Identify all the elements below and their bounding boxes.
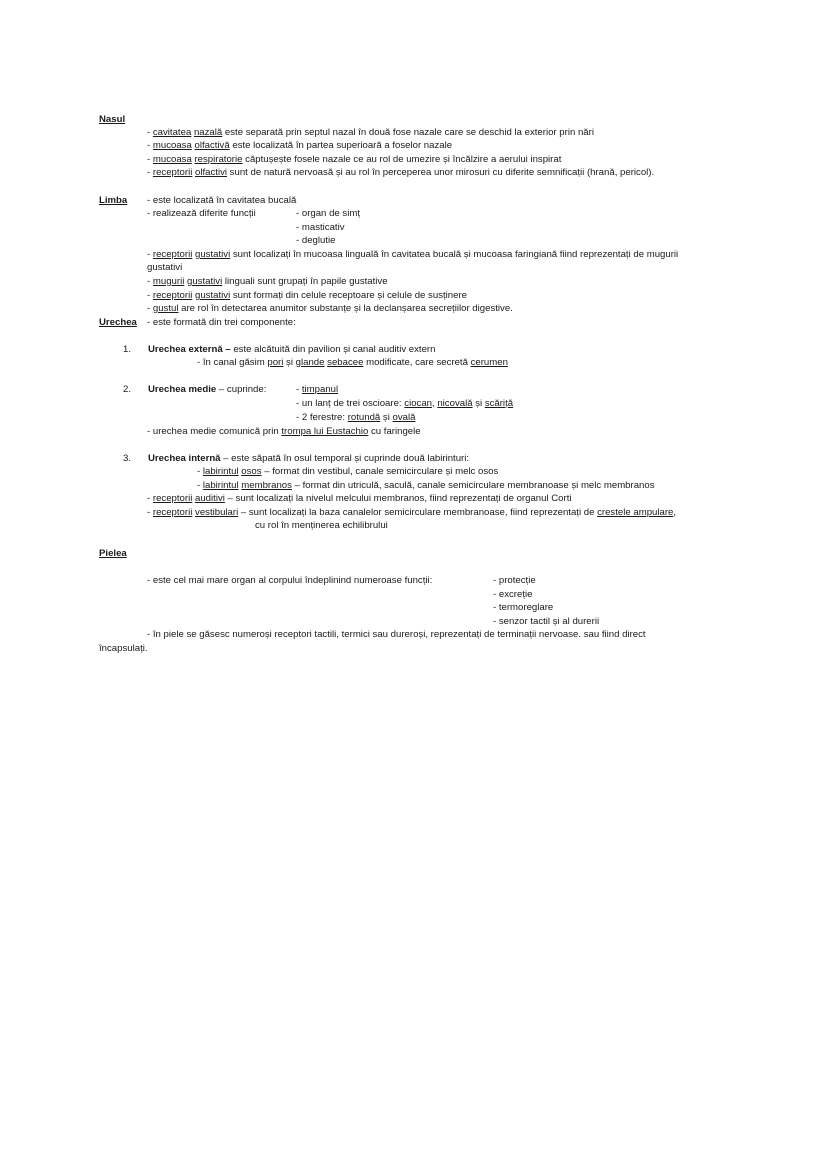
function-item: - deglutie xyxy=(296,235,336,246)
list-number: 1. xyxy=(123,344,132,355)
text-line: - receptorii gustativi sunt localizați în mucoasa linguală în cavitatea bucală și mucoasa faringiană fiind reprezentați de mugurii xyxy=(147,249,679,260)
text-line: cu rol în menținerea echilibrului xyxy=(255,520,388,531)
text-line: - este localizată în cavitatea bucală xyxy=(147,195,297,206)
function-item: - masticativ xyxy=(296,222,345,233)
text-line: gustativi xyxy=(147,262,183,273)
section-heading-limba: Limba xyxy=(99,195,128,206)
text-line: - timpanul xyxy=(296,384,339,395)
function-item: - protecție xyxy=(493,575,536,586)
text-line: - 2 ferestre: rotundă și ovală xyxy=(296,412,416,423)
text-line: - gustul are rol în detectarea anumitor substanțe și la declanșarea secrețiilor digestive. xyxy=(147,303,513,314)
text-line: - mugurii gustativi linguali sunt grupați în papile gustative xyxy=(147,276,388,287)
list-number: 2. xyxy=(123,384,132,395)
function-item: - senzor tactil și al durerii xyxy=(493,616,600,627)
text-line: - urechea medie comunică prin trompa lui Eustachio cu faringele xyxy=(147,426,421,437)
text-line: - un lanț de trei oscioare: ciocan, nicovală și scăriță xyxy=(296,398,514,409)
text-line: - labirintul osos – format din vestibul, canale semicirculare și melc osos xyxy=(197,466,499,477)
text-line: - cavitatea nazală este separată prin septul nazal în două fose nazale care se deschid la exterior prin nări xyxy=(147,127,594,138)
function-item: - excreție xyxy=(493,589,533,600)
text-line: - realizează diferite funcții xyxy=(147,208,256,219)
section-heading-nasul: Nasul xyxy=(99,114,126,125)
function-item: - termoreglare xyxy=(493,602,554,613)
text-line: - mucoasa olfactivă este localizată în partea superioară a foselor nazale xyxy=(147,140,453,151)
text-line: - receptorii olfactivi sunt de natură nervoasă și au rol în perceperea unor mirosuri cu diferite semnificații (hrană, pericol). xyxy=(147,167,655,178)
text-line: - receptorii auditivi – sunt localizați la nivelul melcului membranos, fiind reprezentați de organul Corti xyxy=(147,493,572,504)
text-line: - este cel mai mare organ al corpului îndeplinind numeroase funcții: xyxy=(147,575,433,586)
list-number: 3. xyxy=(123,453,132,464)
text-line: încapsulați. xyxy=(99,643,148,654)
section-heading-pielea: Pielea xyxy=(99,548,127,559)
text-line: Urechea medie – cuprinde: xyxy=(148,384,267,395)
text-line: - receptorii vestibulari – sunt localizați la baza canalelor semicirculare membranoase, fiind reprezentați de crestele ampulare, xyxy=(147,507,677,518)
text-line: - în canal găsim pori și glande sebacee modificate, care secretă cerumen xyxy=(197,357,508,368)
text-line: - mucoasa respiratorie căptușește fosele nazale ce au rol de umezire și încălzire a aerului inspirat xyxy=(147,154,562,165)
section-heading-urechea: Urechea xyxy=(99,317,137,328)
text-line: Urechea externă – este alcătuită din pavilion și canal auditiv extern xyxy=(148,344,436,355)
text-line: - receptorii gustativi sunt formați din celule receptoare și celule de susținere xyxy=(147,290,467,301)
text-line: Urechea internă – este săpată în osul temporal și cuprinde două labirinturi: xyxy=(148,453,470,464)
text-line: - este formată din trei componente: xyxy=(147,317,296,328)
text-line: - în piele se găsesc numeroși receptori tactili, termici sau dureroși, reprezentați de terminații nervoase. sau fiind direct xyxy=(147,629,646,640)
function-item: - organ de simț xyxy=(296,208,360,219)
text-line: - labirintul membranos – format din utriculă, saculă, canale semicirculare membranoase și melc membranos xyxy=(197,480,655,491)
